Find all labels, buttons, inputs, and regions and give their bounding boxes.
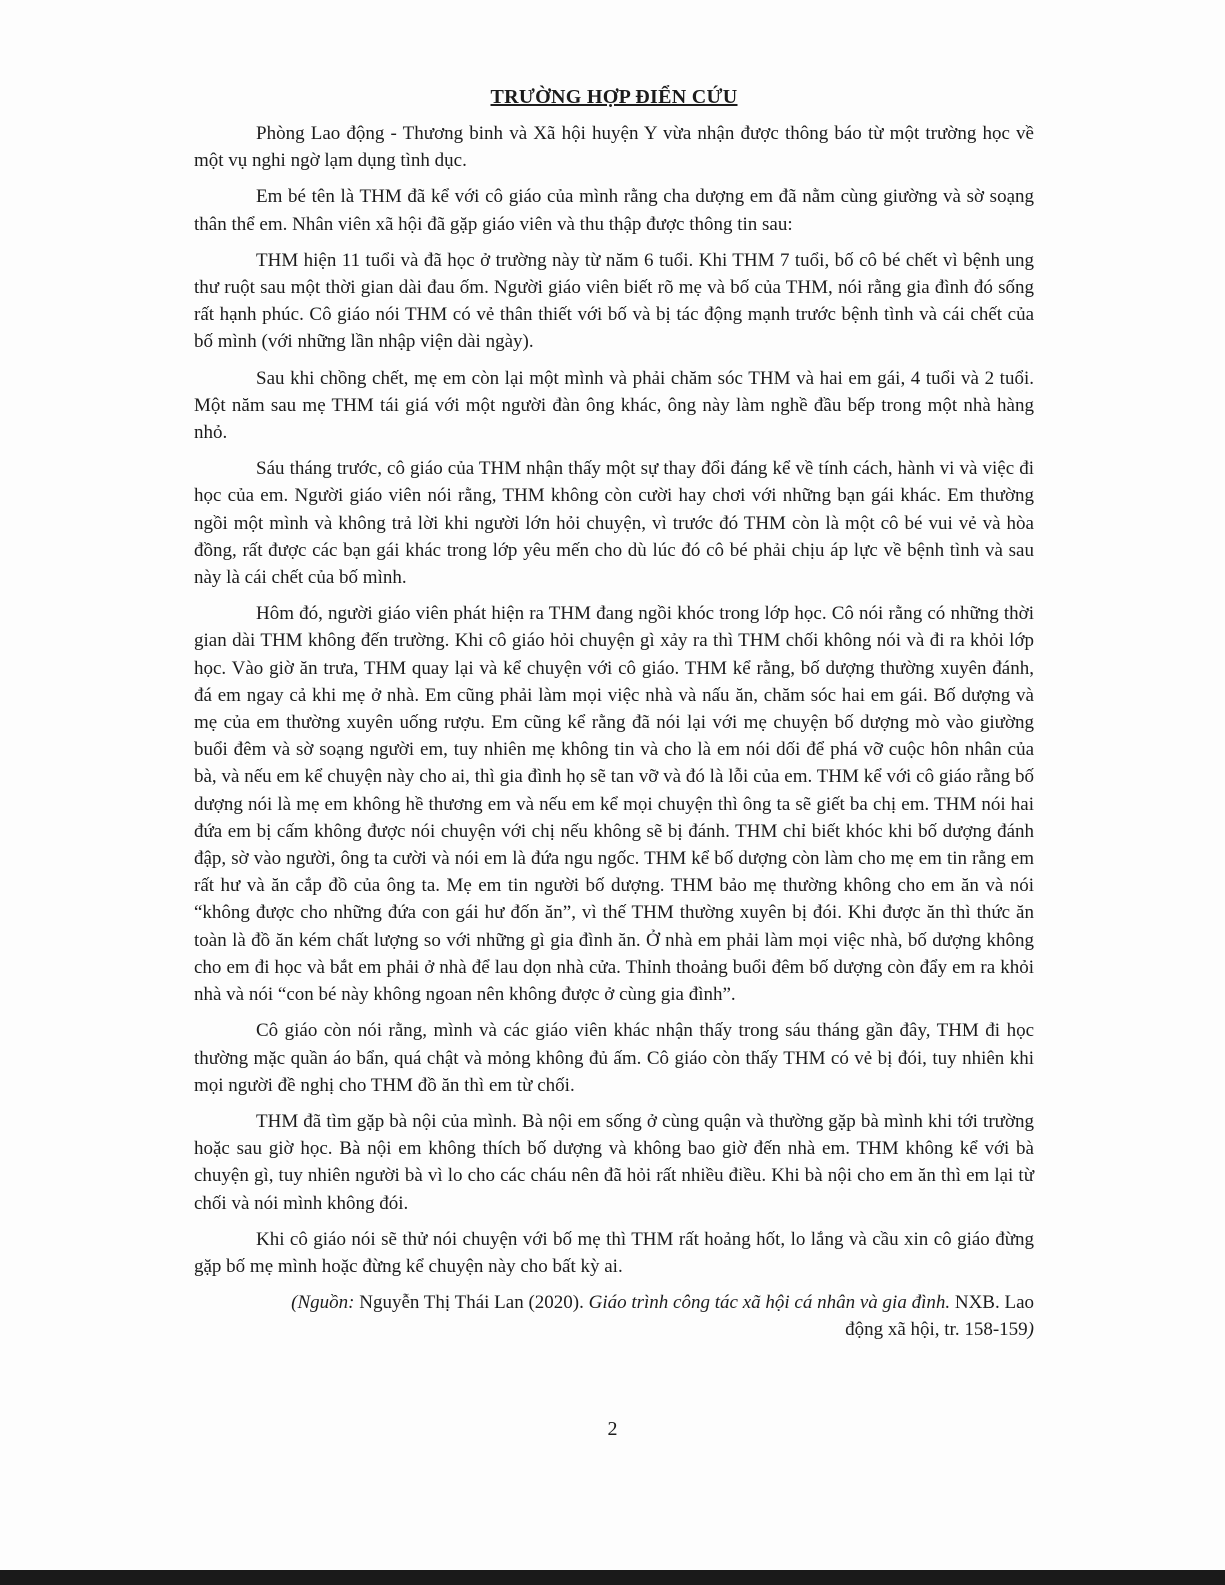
paragraph-7: Cô giáo còn nói rằng, mình và các giáo viên khác nhận thấy trong sáu tháng gần đây, THM đi học thường mặc quần áo bẩn, quá chật và mỏng không đủ ấm. Cô giáo còn thấy THM có vẻ bị đói, tuy nhiên khi mọi người đề nghị cho THM đồ ăn thì em từ chối. <box>194 1020 1034 1096</box>
scan-border <box>0 1570 1225 1585</box>
source-open-label: (Nguồn: <box>291 1292 355 1314</box>
paragraph-6: Hôm đó, người giáo viên phát hiện ra THM đang ngồi khóc trong lớp học. Cô nói rằng có những thời gian dài THM không đến trường. Khi cô giáo hỏi chuyện gì xảy ra thì THM chối không nói và đi ra khỏi lớp học. Vào giờ ăn trưa, THM quay lại và kể chuyện với cô giáo. THM kể rằng, bố dượng thường xuyên đánh, đá em ngay cả khi mẹ ở nhà. Em cũng phải làm mọi việc nhà và nấu ăn, chăm sóc hai em gái. Bố dượng và mẹ của em thường xuyên uống rượu. Em cũng kể rằng đã nói lại với mẹ chuyện bố dượng mò vào giường buổi đêm và sờ soạng người em, tuy nhiên mẹ không tin và cho là em nói dối để phá vỡ cuộc hôn nhân của bà, và nếu em kể chuyện này cho ai, thì gia đình họ sẽ tan vỡ và đó là lỗi của em. THM kể với cô giáo rằng bố dượng nói là mẹ em không hề thương em và nếu em kể mọi chuyện thì ông ta sẽ giết ba chị em. THM nói hai đứa em bị cấm không được nói chuyện với chị nếu không sẽ bị đánh. THM chỉ biết khóc khi bố dượng đánh đập, sờ vào người, ông ta cười và nói em là đứa ngu ngốc. THM kể bố dượng còn làm cho mẹ em tin rằng em rất hư và ăn cắp đồ của ông ta. Mẹ em tin người bố dượng. THM bảo mẹ thường không cho em ăn và nói “không được cho những đứa con gái hư đốn ăn”, vì thế THM thường xuyên bị đói. Khi được ăn thì thức ăn toàn là đồ ăn kém chất lượng so với những gì gia đình ăn. Ở nhà em phải làm mọi việc nhà, bố dượng không cho em đi học và bắt em phải ở nhà để lau dọn nhà cửa. Thỉnh thoảng buổi đêm bố dượng còn đẩy em ra khỏi nhà và nói “con bé này không ngoan nên không được ở cùng gia đình”. <box>194 603 1034 1006</box>
source-close-label: ) <box>1027 1319 1034 1341</box>
source-publisher-line1: NXB. Lao <box>954 1292 1034 1314</box>
source-author-year: Nguyễn Thị Thái Lan (2020). <box>359 1292 584 1314</box>
source-book-title: Giáo trình công tác xã hội cá nhân và gia đình. <box>588 1292 951 1314</box>
document-body <box>194 82 1034 1344</box>
paragraph-4: Sau khi chồng chết, mẹ em còn lại một mình và phải chăm sóc THM và hai em gái, 4 tuổi và 2 tuổi. Một năm sau mẹ THM tái giá với một người đàn ông khác, ông này làm nghề đầu bếp trong một nhà hàng nhỏ. <box>194 367 1034 444</box>
page-number: 2 <box>607 1418 618 1440</box>
paragraph-9: Khi cô giáo nói sẽ thử nói chuyện với bố mẹ thì THM rất hoảng hốt, lo lắng và cầu xin cô giáo đừng gặp bố mẹ mình hoặc đừng kể chuyện này cho bất kỳ ai. <box>194 1228 1034 1277</box>
paragraph-8: THM đã tìm gặp bà nội của mình. Bà nội em sống ở cùng quận và thường gặp bà mình khi tới trường hoặc sau giờ học. Bà nội em không thích bố dượng và không bao giờ đến nhà em. THM không kể với bà chuyện gì, tuy nhiên người bà vì lo cho các cháu nên đã hỏi rất nhiều điều. Khi bà nội cho em ăn thì em lại từ chối và nói mình không đói. <box>194 1110 1034 1214</box>
paragraph-1: Phòng Lao động - Thương binh và Xã hội huyện Y vừa nhận được thông báo từ một trường học về một vụ nghi ngờ lạm dụng tình dục. <box>194 123 1034 172</box>
source-publisher-line2: động xã hội, tr. 158-159 <box>845 1319 1028 1341</box>
paragraph-3: THM hiện 11 tuổi và đã học ở trường này từ năm 6 tuổi. Khi THM 7 tuổi, bố cô bé chết vì bệnh ung thư ruột sau một thời gian dài đau ốm. Người giáo viên biết rõ mẹ và bố của THM, nói rằng gia đình đó sống rất hạnh phúc. Cô giáo nói THM có vẻ thân thiết với bố và bị tác động mạnh trước bệnh tình và cái chết của bố mình (với những lần nhập viện dài ngày). <box>194 249 1034 353</box>
source-citation <box>194 1289 1034 1343</box>
document-title: TRƯỜNG HỢP ĐIỂN CỨU <box>490 86 738 108</box>
paragraph-5: Sáu tháng trước, cô giáo của THM nhận thấy một sự thay đổi đáng kể về tính cách, hành vi và việc đi học của em. Người giáo viên nói rằng, THM không còn cười hay chơi với những bạn gái khác. Em thường ngồi một mình và không trả lời khi người lớn hỏi chuyện, vì trước đó THM còn là một cô bé vui vẻ và hòa đồng, rất được các bạn gái khác trong lớp yêu mến cho dù lúc đó cô bé phải chịu áp lực về bệnh tình và sau này là cái chết của bố mình. <box>194 458 1034 589</box>
paragraph-2: Em bé tên là THM đã kể với cô giáo của mình rằng cha dượng em đã nằm cùng giường và sờ soạng thân thể em. Nhân viên xã hội đã gặp giáo viên và thu thập được thông tin sau: <box>194 186 1034 235</box>
